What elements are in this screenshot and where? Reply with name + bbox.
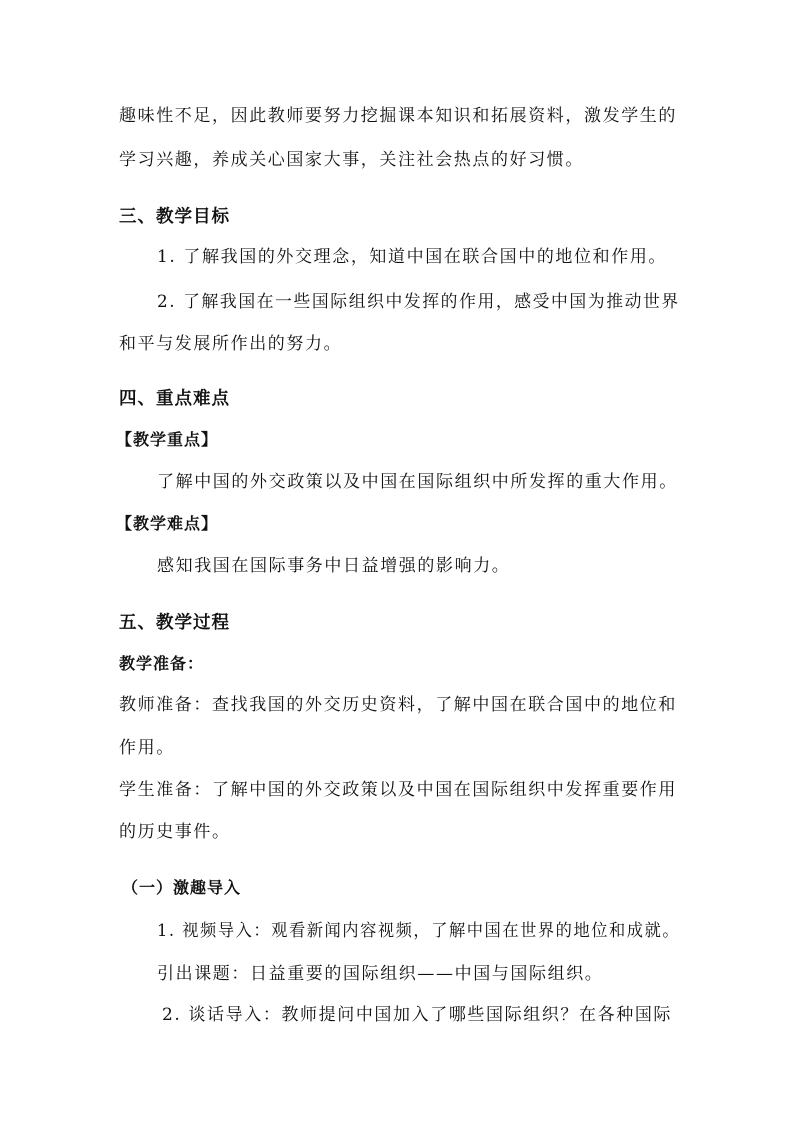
- section-heading-process: 五、教学过程: [119, 613, 230, 633]
- key-point-label: 【教学重点】: [116, 430, 219, 449]
- objective-item-2-cont: 和平与发展所作出的努力。: [119, 334, 343, 354]
- student-prep-line-2: 的历史事件。: [119, 822, 231, 842]
- subsection-heading-intro: （一）激趣导入: [122, 878, 242, 897]
- teacher-prep-line-2: 作用。: [119, 738, 175, 758]
- section-heading-key-points: 四、重点难点: [119, 389, 230, 409]
- section-heading-objectives: 三、教学目标: [119, 207, 230, 227]
- difficult-point-text: 感知我国在国际事务中日益增强的影响力。: [157, 556, 511, 576]
- preparation-label: 教学准备：: [119, 654, 205, 673]
- intro-line-1: 趣味性不足，因此教师要努力挖掘课本知识和拓展资料，激发学生的: [119, 106, 677, 126]
- intro-line-2: 学习兴趣，养成关心国家大事，关注社会热点的好习惯。: [119, 150, 584, 170]
- objective-item-2: 2. 了解我国在一些国际组织中发挥的作用，感受中国为推动世界: [157, 292, 680, 312]
- teacher-prep-line-1: 教师准备：查找我国的外交历史资料，了解中国在联合国中的地位和: [119, 695, 677, 715]
- difficult-point-label: 【教学难点】: [116, 514, 219, 533]
- intro-item-2: 2. 谈话导入：教师提问中国加入了哪些国际组织？在各种国际: [162, 1005, 673, 1025]
- objective-item-1: 1. 了解我国的外交理念，知道中国在联合国中的地位和作用。: [157, 247, 668, 267]
- intro-item-1-cont: 引出课题：日益重要的国际组织——中国与国际组织。: [157, 964, 604, 984]
- intro-item-1: 1. 视频导入：观看新闻内容视频，了解中国在世界的地位和成就。: [157, 921, 681, 941]
- key-point-text: 了解中国的外交政策以及中国在国际组织中所发挥的重大作用。: [157, 472, 678, 492]
- student-prep-line-1: 学生准备：了解中国的外交政策以及中国在国际组织中发挥重要作用: [119, 780, 677, 800]
